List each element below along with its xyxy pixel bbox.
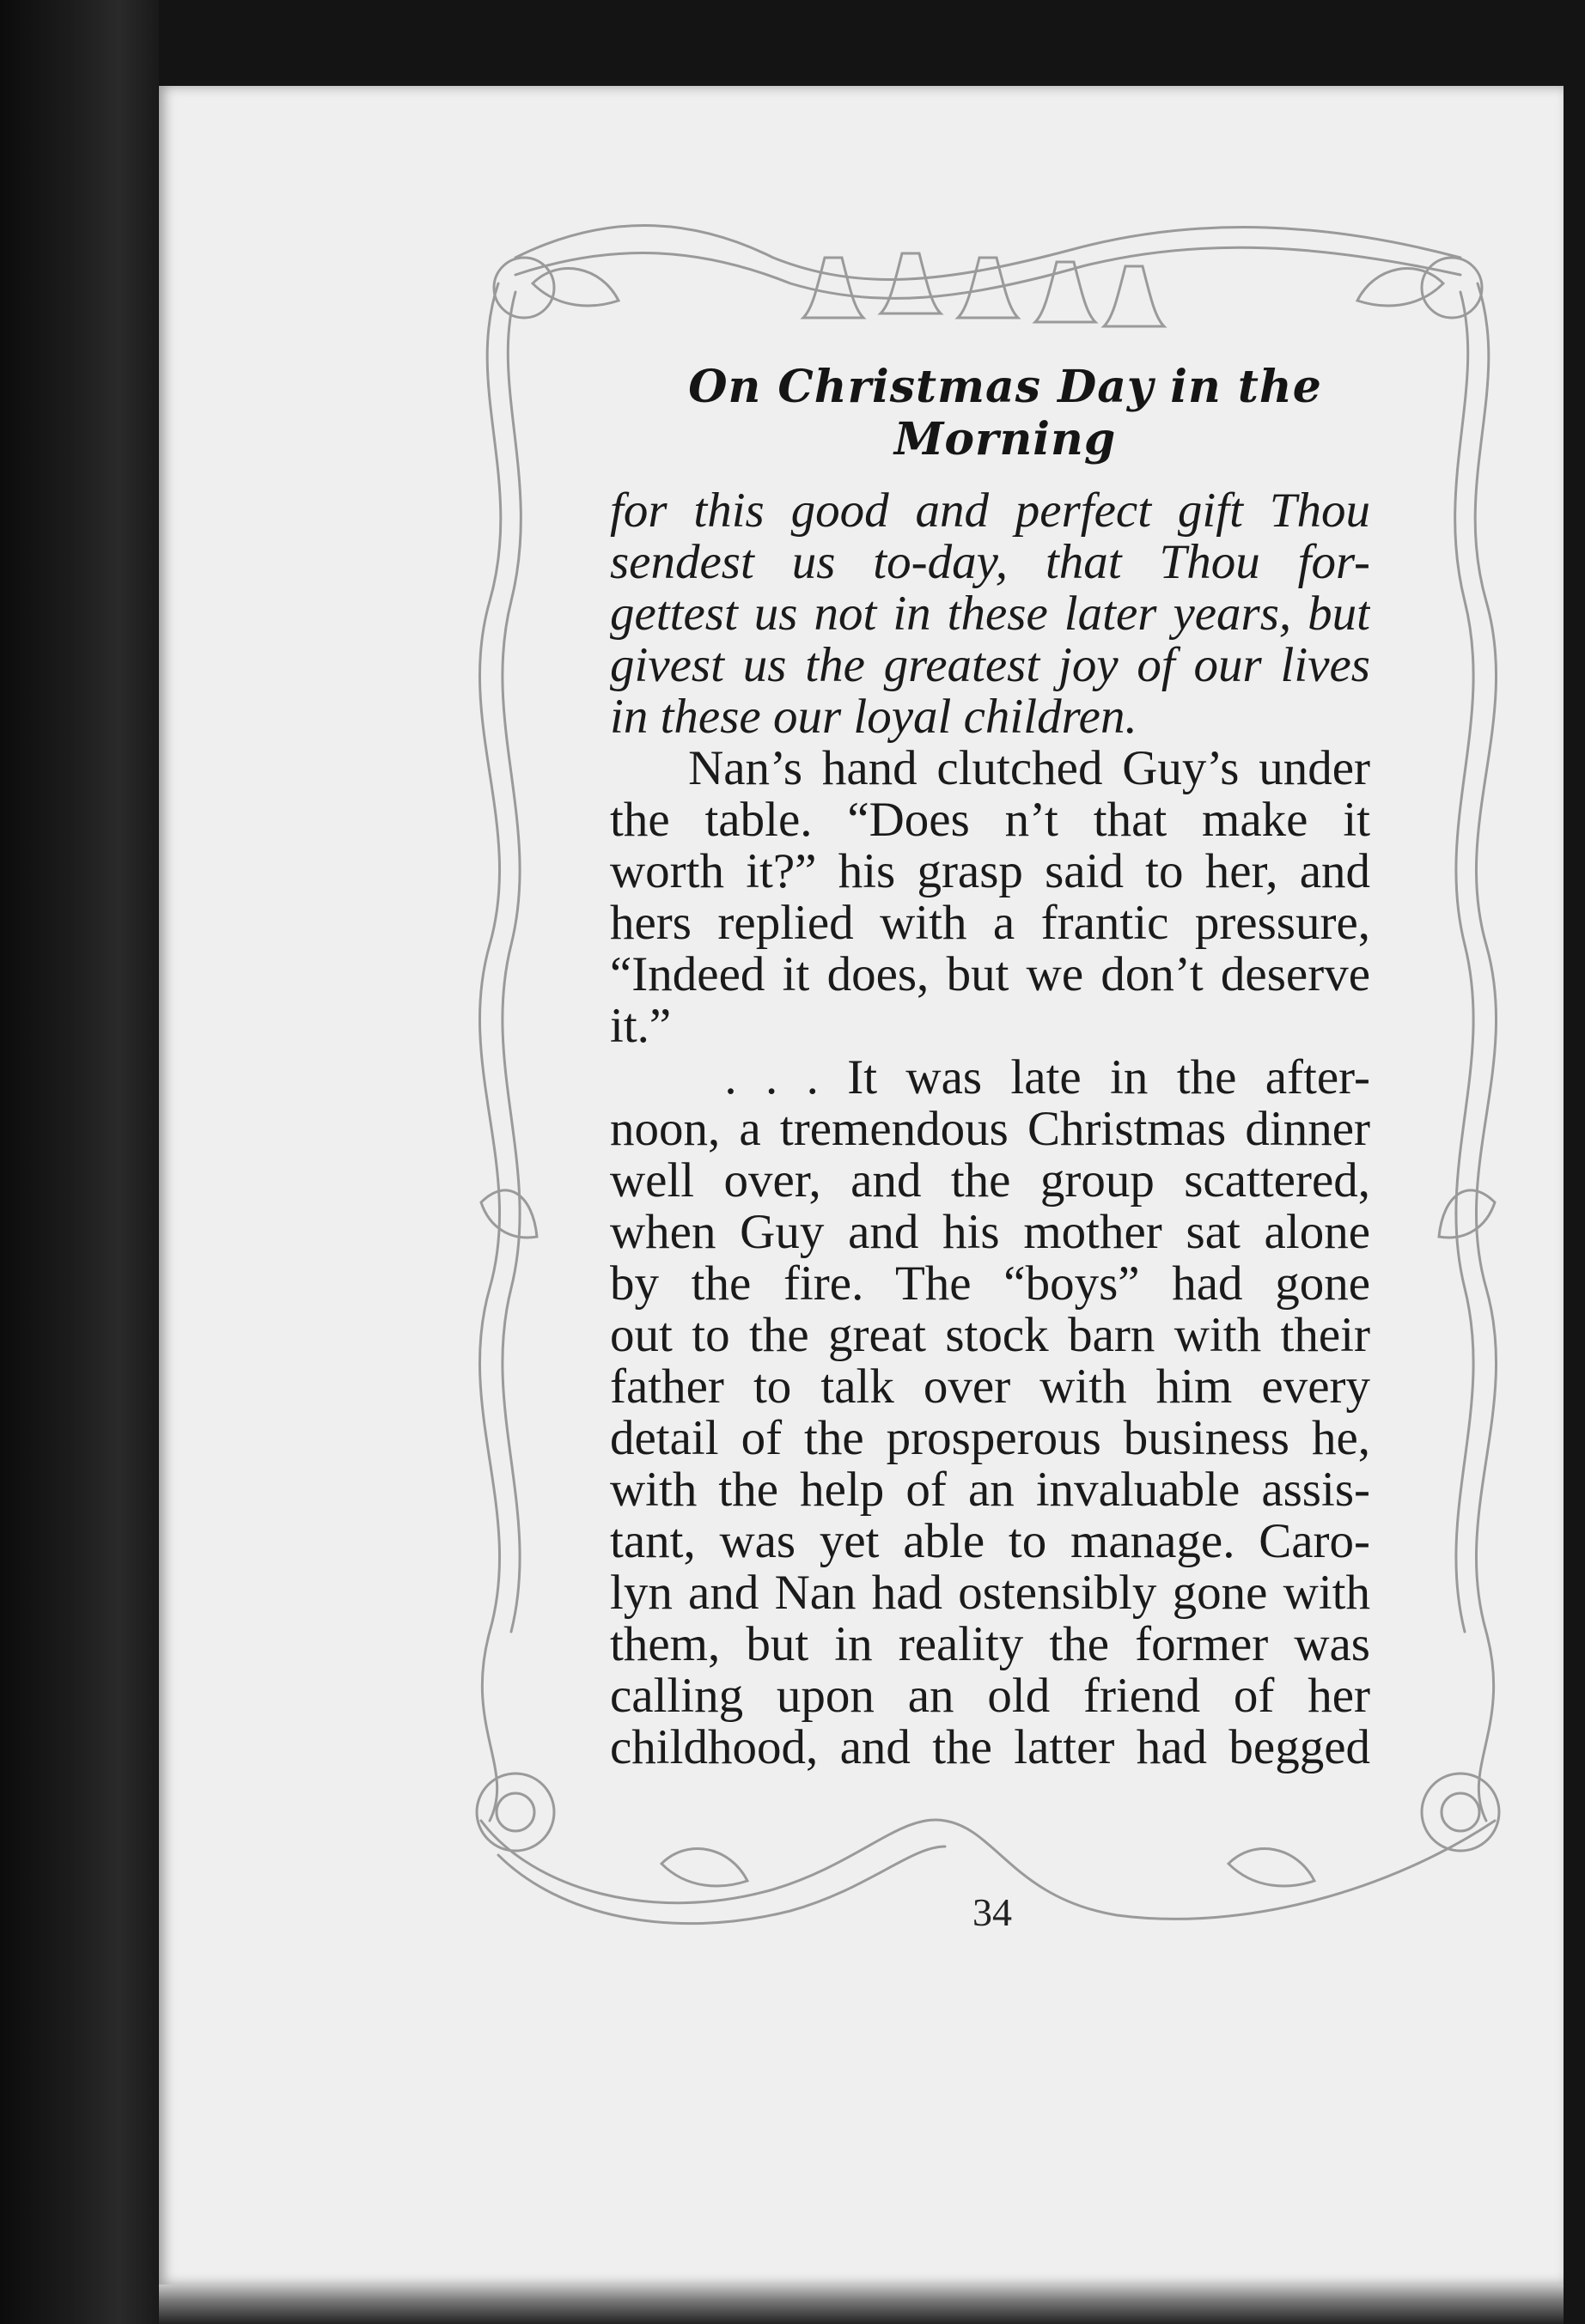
- text-line: father to talk over with him every: [610, 1361, 1370, 1413]
- text-line: the table. “Does n’t that make it: [610, 794, 1370, 846]
- text-line: detail of the prosperous business he,: [610, 1413, 1370, 1464]
- text-line: . . . It was late in the after-: [610, 1052, 1370, 1104]
- text-line: with the help of an invaluable assis-: [610, 1464, 1370, 1516]
- text-line: it.”: [610, 1001, 672, 1052]
- text-line: gettest us not in these later years, but: [610, 588, 1370, 640]
- text-line: givest us the greatest joy of our lives: [610, 640, 1370, 691]
- text-line: lyn and Nan had ostensibly gone with: [610, 1567, 1370, 1619]
- text-line: sendest us to-day, that Thou for-: [610, 537, 1370, 588]
- text-line: tant, was yet able to manage. Caro-: [610, 1516, 1370, 1567]
- text-line: well over, and the group scattered,: [610, 1155, 1370, 1207]
- text-line: “Indeed it does, but we don’t deserve: [610, 949, 1370, 1001]
- text-line: calling upon an old friend of her: [610, 1670, 1370, 1722]
- text-line: Nan’s hand clutched Guy’s under: [610, 743, 1370, 794]
- text-line: out to the great stock barn with their: [610, 1310, 1370, 1361]
- body-text: [610, 485, 1370, 1773]
- page-number: 34: [972, 1890, 1012, 1934]
- text-line: by the fire. The “boys” had gone: [610, 1258, 1370, 1310]
- text-line: them, but in reality the former was: [610, 1619, 1370, 1670]
- text-line: hers replied with a frantic pressure,: [610, 897, 1370, 949]
- text-line: when Guy and his mother sat alone: [610, 1207, 1370, 1258]
- text-line: for this good and perfect gift Thou: [610, 485, 1370, 537]
- text-line: worth it?” his grasp said to her, and: [610, 846, 1370, 897]
- text-line: in these our loyal children.: [610, 691, 1137, 743]
- text-line: childhood, and the latter had begged: [610, 1722, 1370, 1773]
- running-header: On Christmas Day in the Morning: [688, 361, 1322, 465]
- text-line: noon, a tremendous Christmas dinner: [610, 1104, 1370, 1155]
